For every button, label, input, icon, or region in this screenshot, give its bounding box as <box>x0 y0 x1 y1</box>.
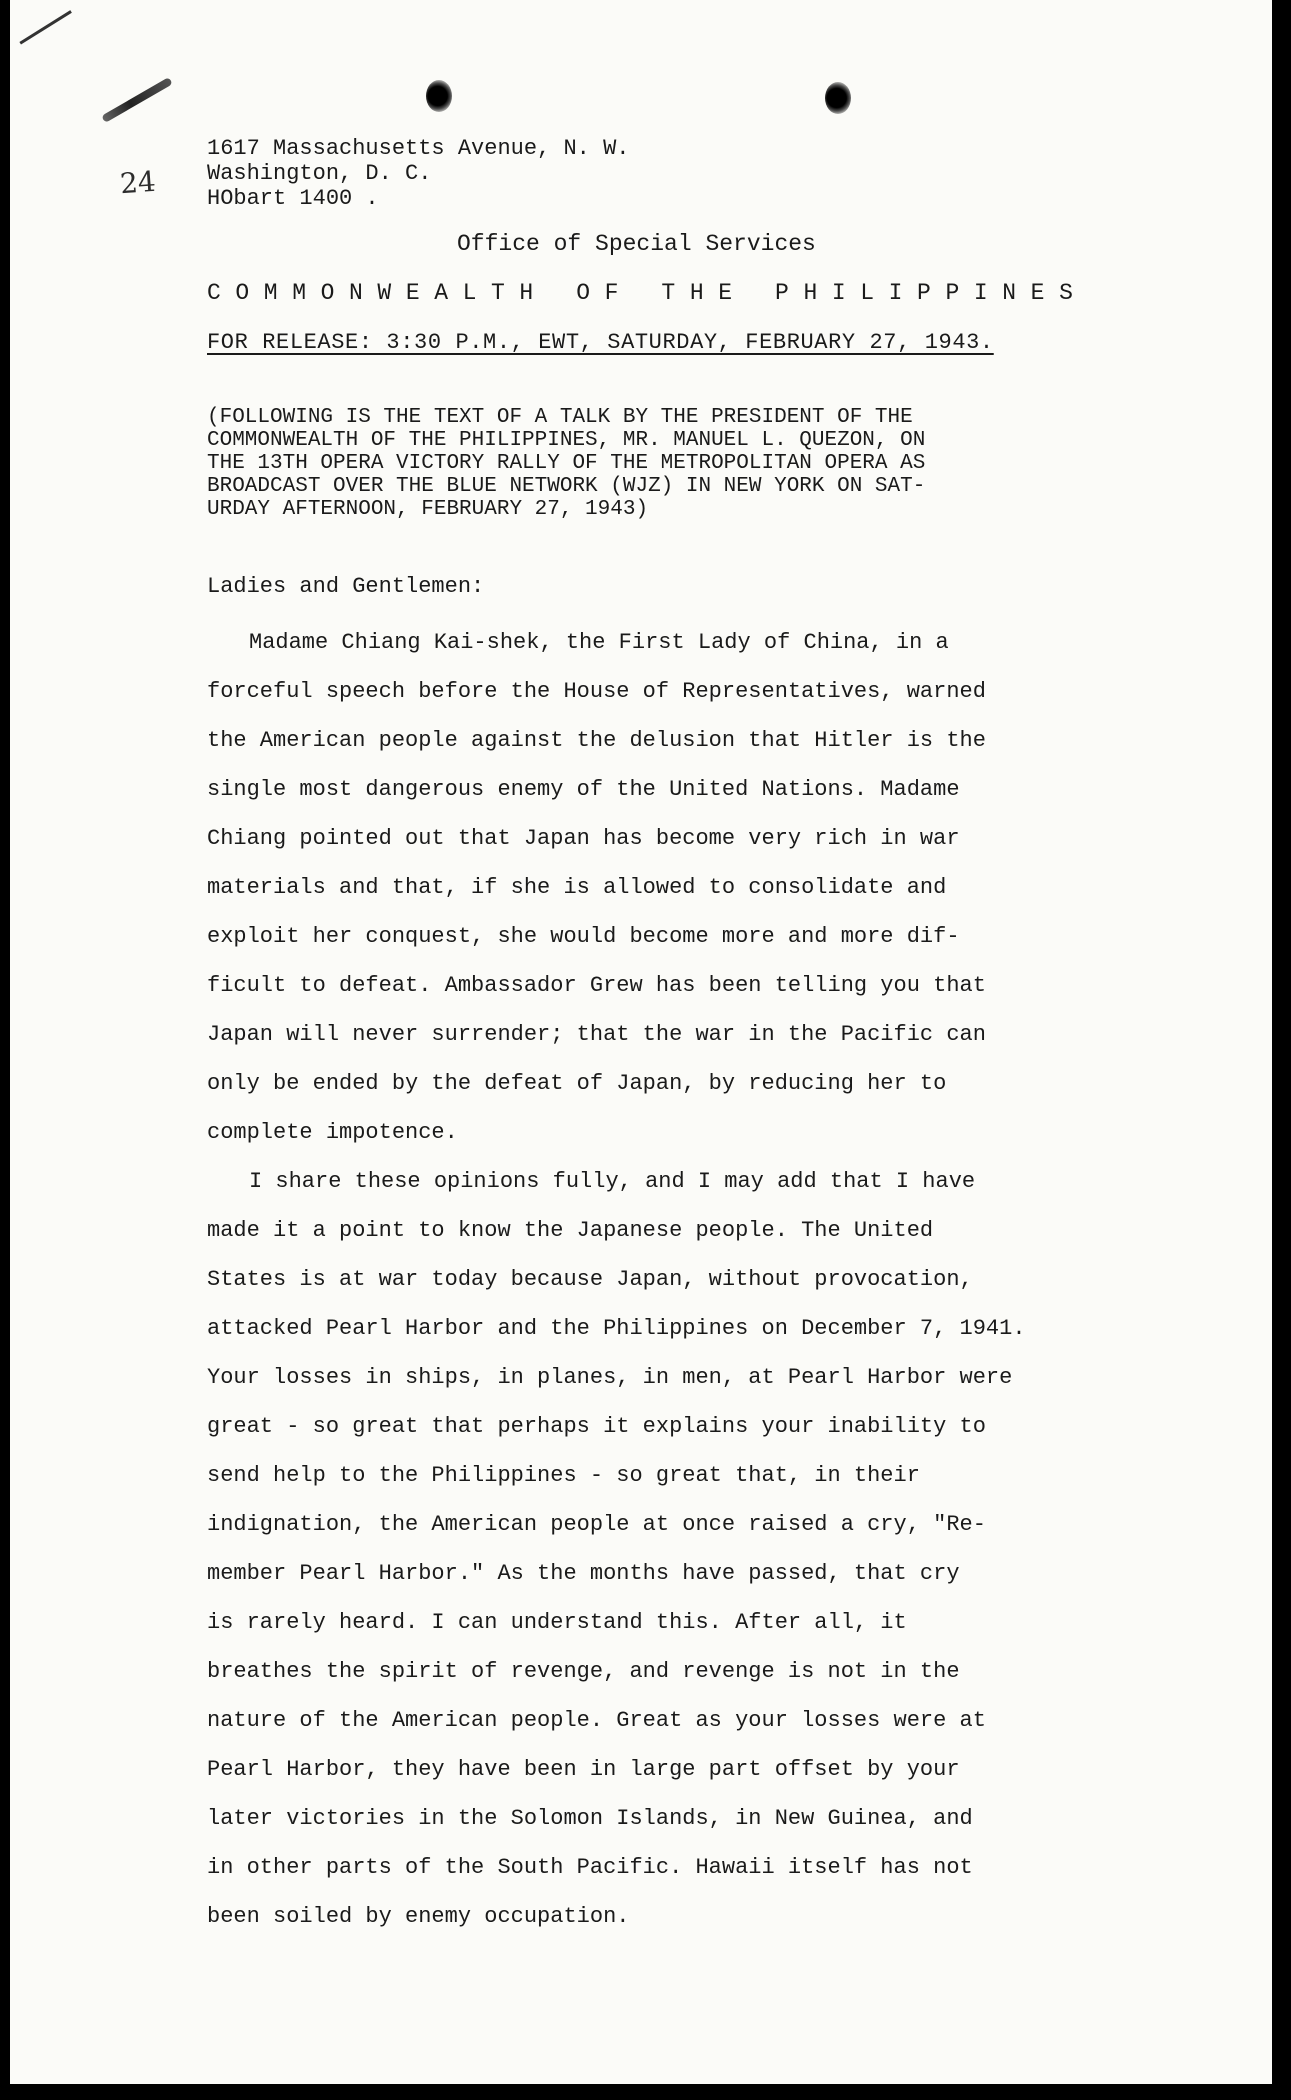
handwritten-page-number: 24 <box>118 164 157 201</box>
preface-line: URDAY AFTERNOON, FEBRUARY 27, 1943) <box>207 498 649 521</box>
commonwealth-heading: COMMONWEALTH OF THE PHILIPPINES <box>207 280 1088 306</box>
body-line: exploit her conquest, she would become more and more dif- <box>207 924 960 949</box>
body-line: in other parts of the South Pacific. Hawaii itself has not <box>207 1855 973 1880</box>
salutation: Ladies and Gentlemen: <box>207 574 485 599</box>
body-line: member Pearl Harbor." As the months have passed, that cry <box>207 1561 960 1586</box>
body-line: is rarely heard. I can understand this. After all, it <box>207 1610 907 1635</box>
speech-body <box>207 618 1026 1941</box>
address-block <box>207 136 629 211</box>
body-line: breathes the spirit of revenge, and revenge is not in the <box>207 1659 960 1684</box>
preface-line: THE 13TH OPERA VICTORY RALLY OF THE METROPOLITAN OPERA AS <box>207 452 926 475</box>
body-line: complete impotence. <box>207 1120 458 1145</box>
release-line: FOR RELEASE: 3:30 P.M., EWT, SATURDAY, FEBRUARY 27, 1943. <box>207 330 994 355</box>
body-line: Your losses in ships, in planes, in men, at Pearl Harbor were <box>207 1365 1013 1390</box>
preface-line: (FOLLOWING IS THE TEXT OF A TALK BY THE PRESIDENT OF THE <box>207 406 913 429</box>
body-line: Madame Chiang Kai-shek, the First Lady of China, in a <box>249 630 949 655</box>
body-line: ficult to defeat. Ambassador Grew has been telling you that <box>207 973 986 998</box>
address-line: Washington, D. C. <box>207 161 432 186</box>
pencil-mark <box>101 77 173 123</box>
preface-line: COMMONWEALTH OF THE PHILIPPINES, MR. MANUEL L. QUEZON, ON <box>207 429 926 452</box>
body-line: been soiled by enemy occupation. <box>207 1904 630 1929</box>
address-line: 1617 Massachusetts Avenue, N. W. <box>207 136 630 161</box>
body-line: I share these opinions fully, and I may add that I have <box>249 1169 976 1194</box>
body-line: Chiang pointed out that Japan has become very rich in war <box>207 826 960 851</box>
body-line: send help to the Philippines - so great that, in their <box>207 1463 920 1488</box>
body-line: single most dangerous enemy of the United Nations. Madame <box>207 777 960 802</box>
body-line: great - so great that perhaps it explains your inability to <box>207 1414 986 1439</box>
body-line: made it a point to know the Japanese people. The United <box>207 1218 934 1243</box>
body-line: Pearl Harbor, they have been in large part offset by your <box>207 1757 960 1782</box>
body-line: the American people against the delusion that Hitler is the <box>207 728 986 753</box>
address-line: HObart 1400 . <box>207 186 379 211</box>
preface-block <box>207 406 925 521</box>
body-line: indignation, the American people at once raised a cry, "Re- <box>207 1512 986 1537</box>
corner-fold-mark <box>19 10 84 65</box>
punch-hole-right <box>825 82 851 114</box>
body-line: materials and that, if she is allowed to consolidate and <box>207 875 947 900</box>
preface-line: BROADCAST OVER THE BLUE NETWORK (WJZ) IN NEW YORK ON SAT- <box>207 475 926 498</box>
punch-hole-left <box>426 80 452 112</box>
office-heading: Office of Special Services <box>457 231 816 257</box>
body-line: Japan will never surrender; that the war in the Pacific can <box>207 1022 986 1047</box>
body-line: forceful speech before the House of Representatives, warned <box>207 679 986 704</box>
body-line: only be ended by the defeat of Japan, by reducing her to <box>207 1071 947 1096</box>
body-line: States is at war today because Japan, without provocation, <box>207 1267 973 1292</box>
body-line: nature of the American people. Great as your losses were at <box>207 1708 986 1733</box>
body-line: later victories in the Solomon Islands, in New Guinea, and <box>207 1806 973 1831</box>
document-page <box>10 0 1272 2084</box>
body-line: attacked Pearl Harbor and the Philippines on December 7, 1941. <box>207 1316 1026 1341</box>
